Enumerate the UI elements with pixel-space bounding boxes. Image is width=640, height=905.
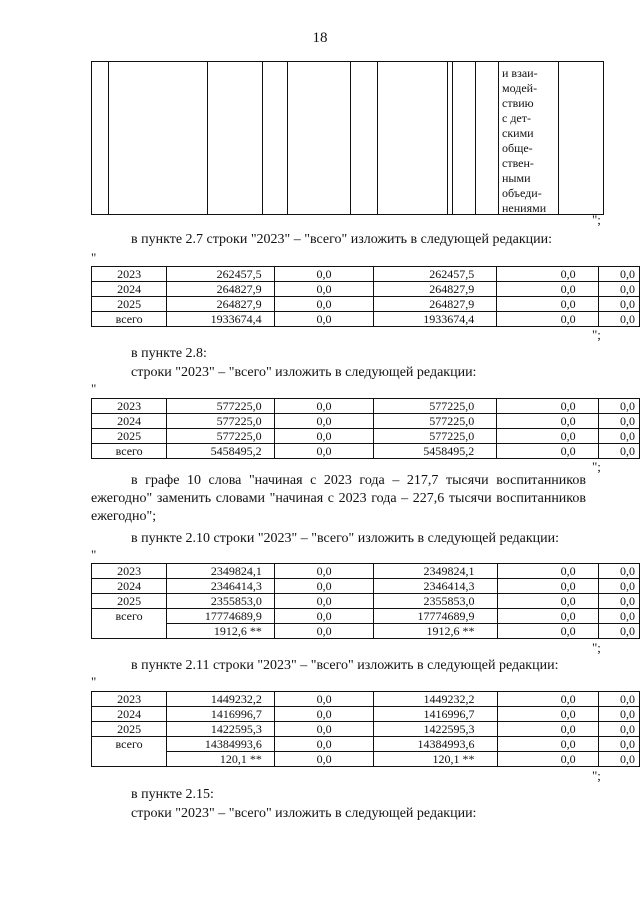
table-row: 2025 264827,9 0,0 264827,9 0,0 0,0 xyxy=(92,297,640,312)
paragraph-2-10: в пункте 2.10 строки "2023" – "всего" изложить в следующей редакции: xyxy=(131,531,559,546)
table-row: 2025 2355853,0 0,0 2355853,0 0,0 0,0 xyxy=(92,594,640,609)
page-number: 18 xyxy=(312,30,328,46)
table-row: 1912,6 ** 0,0 1912,6 ** 0,0 0,0 xyxy=(92,624,640,639)
table-row: всего 1933674,4 0,0 1933674,4 0,0 0,0 xyxy=(92,312,640,327)
closing-quote: "; xyxy=(592,459,601,474)
paragraph-2-15-rows: строки "2023" – "всего" изложить в следующей редакции: xyxy=(131,806,477,821)
table-2-11 xyxy=(91,691,640,767)
closing-quote: "; xyxy=(592,640,601,655)
opening-quote: " xyxy=(91,381,97,396)
closing-quote: "; xyxy=(592,212,601,227)
opening-quote: " xyxy=(91,674,97,689)
table-row: 2023 1449232,2 0,0 1449232,2 0,0 0,0 xyxy=(92,692,640,707)
paragraph-graph-10: в графе 10 слова "начиная с 2023 года – 217,7 тысячи воспитанников ежегодно" заменить словами "начиная с 2023 года – 227,6 тысячи воспитанников ежегодно"; xyxy=(91,473,586,524)
paragraph-2-8-rows: строки "2023" – "всего" изложить в следующей редакции: xyxy=(131,365,477,380)
table-row: 2023 262457,5 0,0 262457,5 0,0 0,0 xyxy=(92,267,640,282)
table-row: 120,1 ** 0,0 120,1 ** 0,0 0,0 xyxy=(92,752,640,767)
table-row: 2023 577225,0 0,0 577225,0 0,0 0,0 xyxy=(92,399,640,414)
paragraph-2-7: в пункте 2.7 строки "2023" – "всего" изложить в следующей редакции: xyxy=(131,232,552,247)
opening-quote: " xyxy=(91,250,97,265)
closing-quote: "; xyxy=(592,327,601,342)
table-row: 2023 2349824,1 0,0 2349824,1 0,0 0,0 xyxy=(92,564,640,579)
table-cell-text: и взаи- модей- ствию с дет- скими обще- ствен- ными объеди- нениями xyxy=(502,66,547,215)
table-row: всего 5458495,2 0,0 5458495,2 0,0 0,0 xyxy=(92,444,640,459)
table-2-7 xyxy=(91,266,640,327)
table-row: 2024 264827,9 0,0 264827,9 0,0 0,0 xyxy=(92,282,640,297)
table-row: 2024 1416996,7 0,0 1416996,7 0,0 0,0 xyxy=(92,707,640,722)
table-row: 2025 1422595,3 0,0 1422595,3 0,0 0,0 xyxy=(92,722,640,737)
paragraph-2-15: в пункте 2.15: xyxy=(131,787,214,802)
table-row: всего 17774689,9 0,0 17774689,9 0,0 0,0 xyxy=(92,609,640,624)
table-row: 2024 577225,0 0,0 577225,0 0,0 0,0 xyxy=(92,414,640,429)
continuation-table xyxy=(91,61,604,215)
table-2-8 xyxy=(91,398,640,459)
table-2-10 xyxy=(91,563,640,639)
table-row: всего 14384993,6 0,0 14384993,6 0,0 0,0 xyxy=(92,737,640,752)
table-row: 2025 577225,0 0,0 577225,0 0,0 0,0 xyxy=(92,429,640,444)
opening-quote: " xyxy=(91,547,97,562)
paragraph-2-11: в пункте 2.11 строки "2023" – "всего" изложить в следующей редакции: xyxy=(131,658,559,673)
paragraph-2-8: в пункте 2.8: xyxy=(131,346,207,361)
closing-quote: "; xyxy=(592,768,601,783)
table-row: 2024 2346414,3 0,0 2346414,3 0,0 0,0 xyxy=(92,579,640,594)
